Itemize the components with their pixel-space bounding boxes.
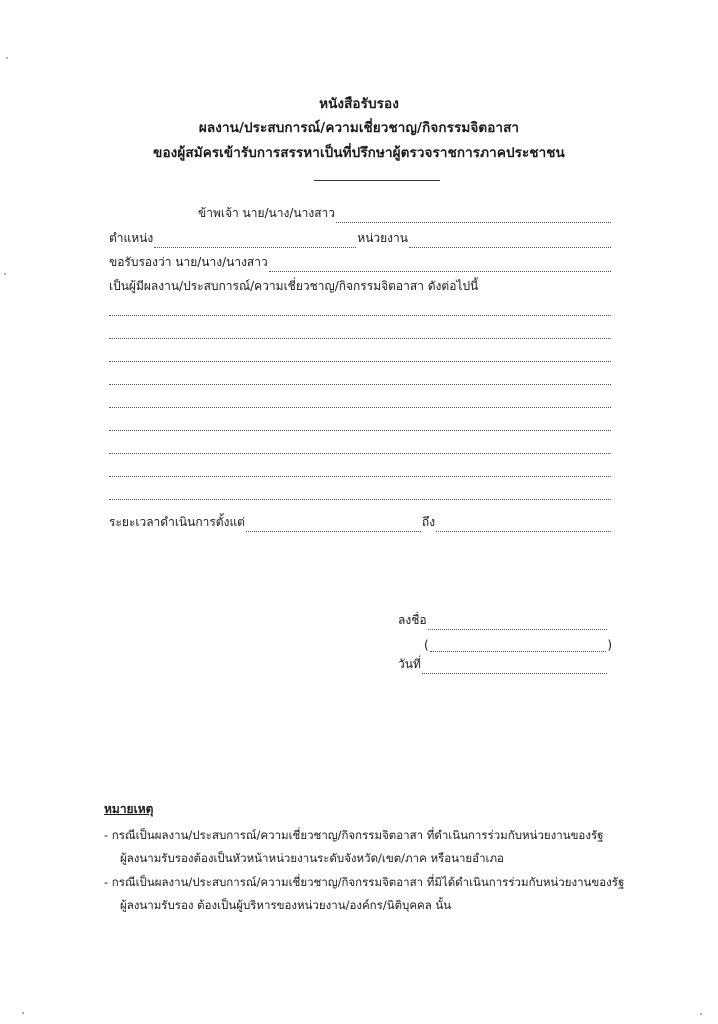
position-label: ตำแหน่ง — [109, 231, 154, 245]
position-field[interactable] — [154, 236, 356, 248]
applicant-name-field[interactable] — [269, 260, 611, 272]
to-label: ถึง — [421, 515, 436, 529]
date-row — [398, 658, 608, 674]
date-field[interactable] — [422, 662, 607, 674]
date-label: วันที่ — [398, 657, 421, 671]
signature-field[interactable] — [428, 618, 607, 630]
note-item-2: - กรณีเป็นผลงาน/ประสบการณ์/ความเชี่ยวชาญ/กิจกรรมจิตอาสา ที่มิได้ดำเนินการร่วมกับหน่วยงานของรัฐ — [104, 875, 625, 889]
period-row — [109, 516, 612, 532]
details-line[interactable] — [109, 453, 611, 454]
details-line[interactable] — [109, 430, 611, 431]
document-title: หนังสือรับรอง — [319, 96, 399, 112]
scan-speck — [4, 273, 6, 275]
details-line[interactable] — [109, 361, 611, 362]
period-start-field[interactable] — [246, 520, 421, 532]
scan-speck — [22, 1012, 24, 1014]
paren-open: ( — [424, 638, 429, 652]
agency-field[interactable] — [409, 236, 611, 248]
printed-name-row — [424, 636, 612, 652]
signature-row — [398, 614, 608, 630]
sign-label: ลงชื่อ — [398, 613, 427, 627]
details-line[interactable] — [109, 315, 611, 316]
statement-row — [109, 280, 612, 296]
certify-row — [109, 256, 612, 272]
details-line[interactable] — [109, 384, 611, 385]
position-row — [109, 232, 612, 248]
note-item-1: - กรณีเป็นผลงาน/ประสบการณ์/ความเชี่ยวชาญ/กิจกรรมจิตอาสา ที่ดำเนินการร่วมกับหน่วยงานของรัฐ — [104, 828, 604, 842]
details-line[interactable] — [109, 476, 611, 477]
statement-text: เป็นผู้มีผลงาน/ประสบการณ์/ความเชี่ยวชาญ/กิจกรรมจิตอาสา ดังต่อไปนี้ — [109, 279, 479, 293]
document-subtitle: ผลงาน/ประสบการณ์/ความเชี่ยวชาญ/กิจกรรมจิตอาสา — [198, 120, 520, 136]
period-label: ระยะเวลาดำเนินการตั้งแต่ — [109, 515, 245, 529]
certifier-row — [198, 207, 612, 223]
certifier-label: ข้าพเจ้า นาย/นาง/นางสาว — [198, 206, 335, 220]
certify-label: ขอรับรองว่า นาย/นาง/นางสาว — [109, 255, 268, 269]
details-line[interactable] — [109, 407, 611, 408]
note-item-1-continued: ผู้ลงนามรับรองต้องเป็นหัวหน้าหน่วยงานระดับจังหวัด/เขต/ภาค หรือนายอำเภอ — [120, 851, 504, 865]
note-item-2-continued: ผู้ลงนามรับรอง ต้องเป็นผู้บริหารของหน่วยงาน/องค์กร/นิติบุคคล นั้น — [120, 898, 452, 912]
scan-speck — [6, 57, 8, 59]
scan-speck — [700, 1013, 702, 1015]
document-subtitle-2: ของผู้สมัครเข้ารับการสรรหาเป็นที่ปรึกษาผู้ตรวจราชการภาคประชาชน — [153, 145, 565, 161]
printed-name-field[interactable] — [430, 640, 607, 652]
certifier-name-field[interactable] — [336, 211, 611, 223]
agency-label: หน่วยงาน — [357, 231, 408, 245]
paren-close: ) — [607, 638, 612, 652]
details-line[interactable] — [109, 338, 611, 339]
details-line[interactable] — [109, 499, 611, 500]
notes-heading: หมายเหตุ — [104, 802, 154, 816]
title-divider — [314, 180, 440, 181]
period-end-field[interactable] — [436, 520, 611, 532]
